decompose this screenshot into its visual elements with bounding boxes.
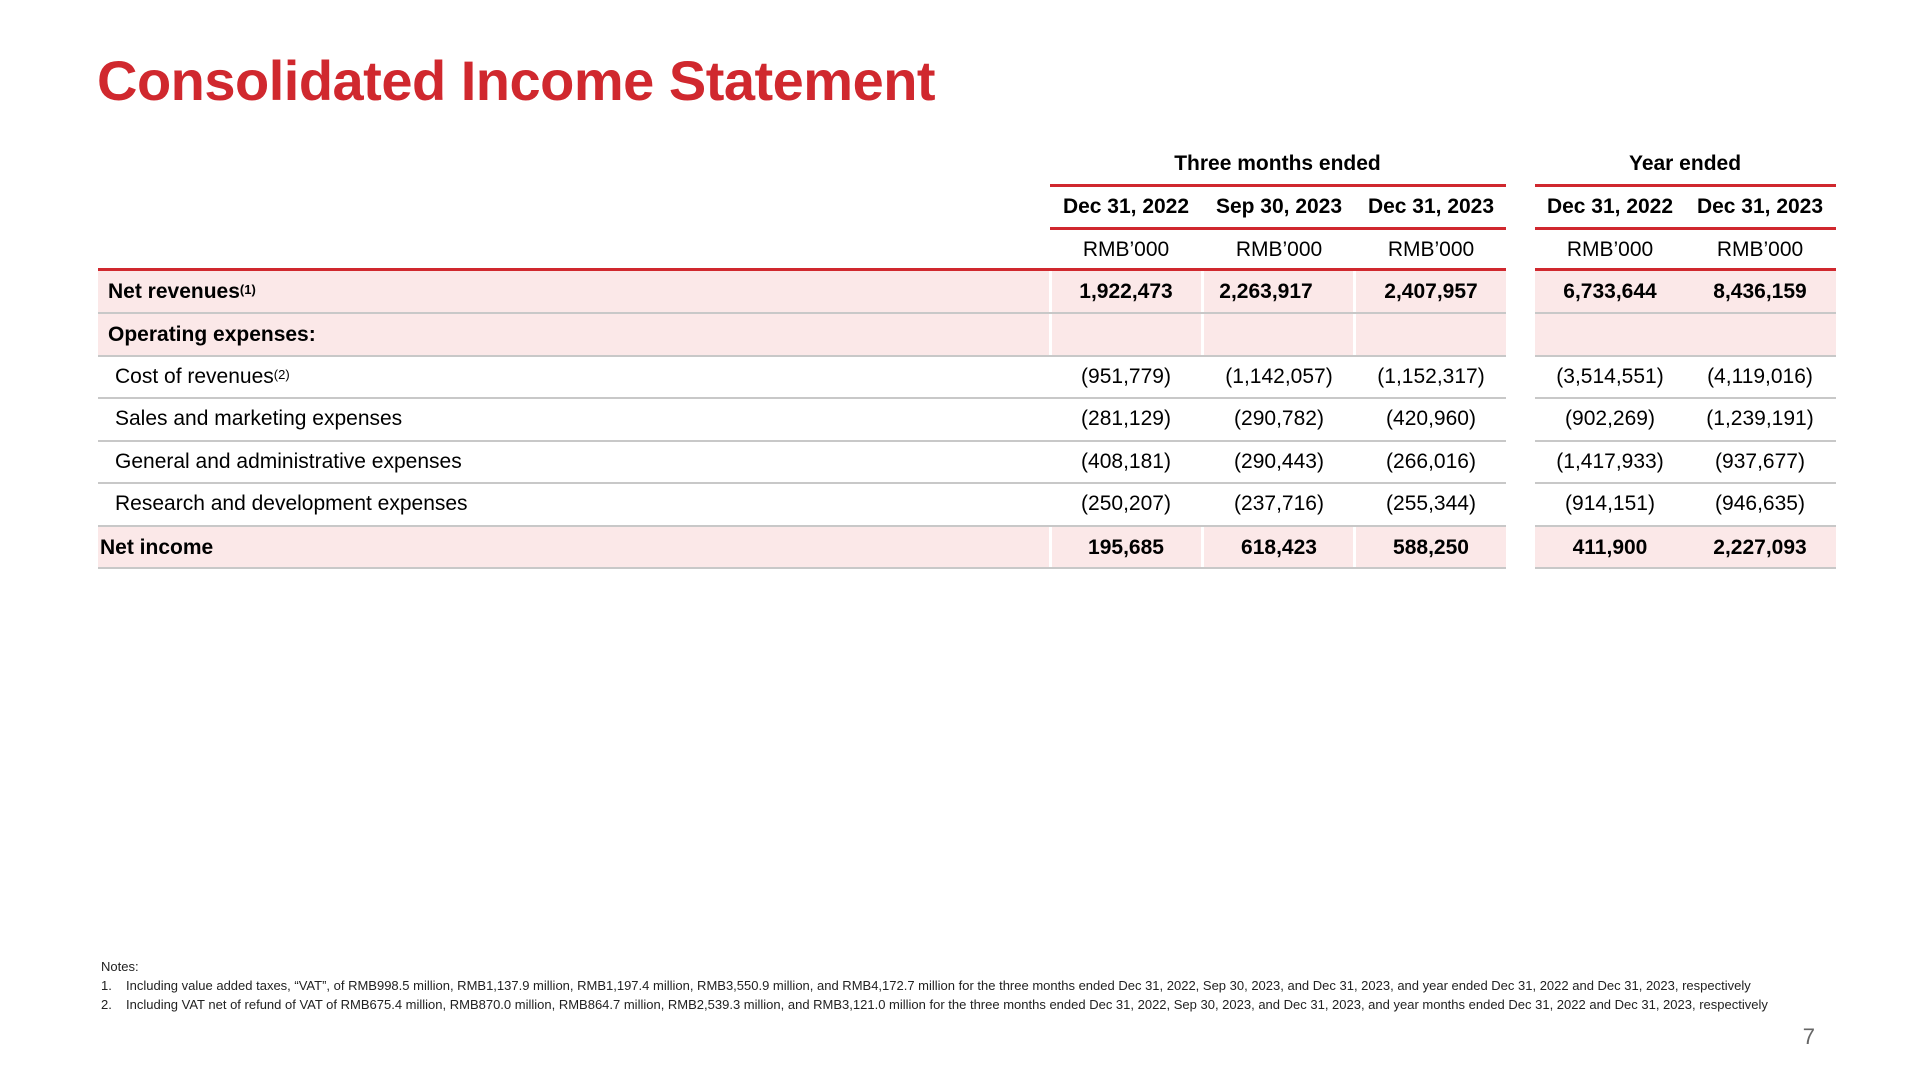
table-cell: 2,227,093 (1713, 536, 1807, 559)
table-cell: (281,129) (1081, 407, 1171, 430)
unit-label: RMB’000 (1387, 238, 1475, 261)
period-header: Dec 31, 2022 (1546, 195, 1674, 218)
table-cell: 6,733,644 (1563, 280, 1657, 303)
table-cell: (4,119,016) (1707, 365, 1813, 388)
period-header: Dec 31, 2023 (1696, 195, 1824, 218)
table-cell: (420,960) (1386, 407, 1476, 430)
row-label-operating-expenses: Operating expenses: (108, 323, 316, 346)
unit-label: RMB’000 (1566, 238, 1654, 261)
table-cell: (902,269) (1565, 407, 1655, 430)
page-title: Consolidated Income Statement (97, 49, 936, 112)
table-cell: (250,207) (1081, 492, 1171, 515)
footnote-number: 2. (101, 997, 112, 1012)
row-label-general-admin: General and administrative expenses (115, 450, 462, 473)
table-cell: (1,152,317) (1377, 365, 1485, 388)
table-cell: (1,417,933) (1556, 450, 1664, 473)
table-cell: 8,436,159 (1713, 280, 1807, 303)
operating-expenses-band-year (1535, 314, 1836, 355)
row-label-research-development: Research and development expenses (115, 492, 468, 515)
table-cell: (946,635) (1715, 492, 1805, 515)
table-cell: (3,514,551) (1556, 365, 1664, 388)
notes-heading: Notes: (101, 959, 139, 974)
row-label-sales-marketing: Sales and marketing expenses (115, 407, 403, 430)
footnote-item (101, 995, 1801, 1014)
table-cell: 2,407,957 (1384, 280, 1478, 303)
table-cell: 1,922,473 (1079, 280, 1173, 303)
footnote-item (101, 976, 1801, 995)
header-year-ended: Year ended (1628, 152, 1742, 175)
table-cell: 411,900 (1572, 536, 1648, 559)
row-label-net-revenues: Net revenues$^{(1)}$ (108, 280, 256, 303)
period-header: Dec 31, 2023 (1367, 195, 1495, 218)
table-cell: (937,677) (1715, 450, 1805, 473)
table-cell: (255,344) (1386, 492, 1476, 515)
row-label-net-income: Net income (100, 536, 214, 559)
footnote-text: Including value added taxes, “VAT”, of RMB998.5 million, RMB1,137.9 million, RMB1,197.4 million, RMB3,550.9 million, and RMB4,172.7 million for the three months ended Dec 31, 2022, Sep 30, 2023, and Dec 31, 2023, and year ended Dec 31, 2022 and Dec 31, 2023, respectively (126, 978, 1751, 993)
footnotes (101, 957, 1801, 1014)
table-cell: 588,250 (1393, 536, 1469, 559)
table-cell: (290,782) (1234, 407, 1324, 430)
table-cell: (290,443) (1234, 450, 1324, 473)
period-header: Sep 30, 2023 (1215, 195, 1343, 218)
table-cell: 618,423 (1241, 536, 1317, 559)
unit-label: RMB’000 (1716, 238, 1804, 261)
table-cell: (266,016) (1386, 450, 1476, 473)
unit-label: RMB’000 (1235, 238, 1323, 261)
header-rule-three-months (1050, 184, 1506, 187)
table-cell: (408,181) (1081, 450, 1171, 473)
header-three-months-ended: Three months ended (1174, 152, 1381, 175)
table-cell: (237,716) (1234, 492, 1324, 515)
header-rule-year (1535, 184, 1836, 187)
table-cell: (951,779) (1081, 365, 1171, 388)
footnote-text: Including VAT net of refund of VAT of RMB675.4 million, RMB870.0 million, RMB864.7 million, RMB2,539.3 million, and RMB3,121.0 million for the three months ended Dec 31, 2022, Sep 30, 2023, and Dec 31, 2023, and year months ended Dec 31, 2022 and Dec 31, 2023, respectively (126, 997, 1768, 1012)
footnote-number: 1. (101, 978, 112, 993)
table-cell: (914,151) (1565, 492, 1655, 515)
unit-label: RMB’000 (1082, 238, 1170, 261)
table-cell: (1,142,057) (1225, 365, 1333, 388)
table-cell: (1,239,191) (1706, 407, 1814, 430)
row-label-cost-of-revenues: Cost of revenues$^{(2)}$ (115, 365, 290, 388)
period-header: Dec 31, 2022 (1062, 195, 1190, 218)
page-number: 7 (1802, 1024, 1815, 1049)
table-cell: 195,685 (1088, 536, 1164, 559)
table-cell: 2,263,917 (1219, 280, 1313, 303)
